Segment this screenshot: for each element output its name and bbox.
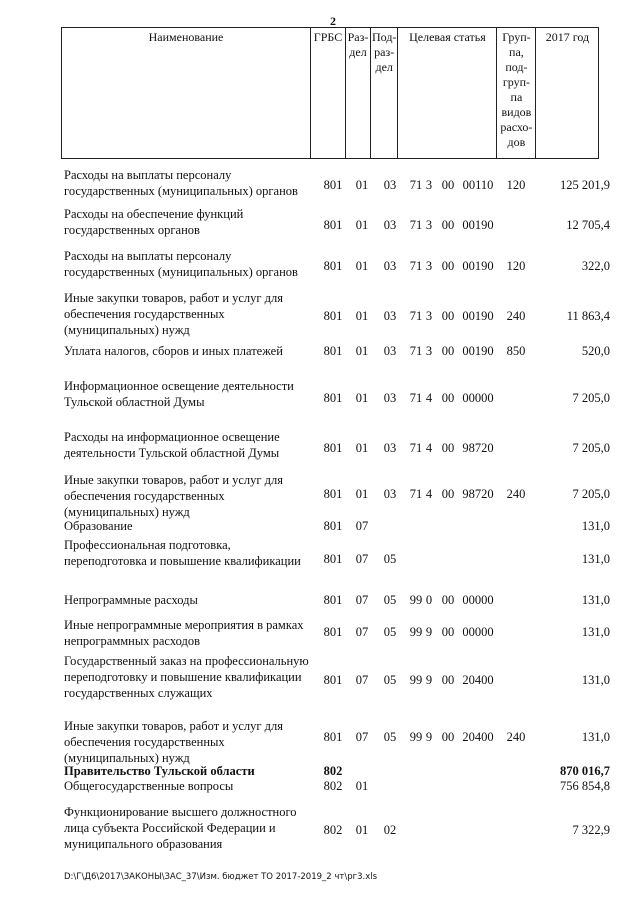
grbs-cell: 801 <box>323 552 343 566</box>
expense-group-cell: 120 <box>506 178 526 192</box>
amount-cell: 131,0 <box>581 730 610 744</box>
razdel-cell: 07 <box>355 625 369 639</box>
expense-group-cell: 850 <box>506 344 526 358</box>
target-part1-cell: 71 <box>409 259 423 273</box>
amount-cell: 7 205,0 <box>572 441 610 455</box>
podrazdel-cell: 03 <box>383 218 397 232</box>
amount-cell: 520,0 <box>581 344 610 358</box>
target-part2-cell: 9 <box>425 673 433 687</box>
target-part3-cell: 00 <box>441 730 455 744</box>
target-part4-cell: 98720 <box>462 487 494 501</box>
grbs-cell: 801 <box>323 391 343 405</box>
podrazdel-cell: 05 <box>383 552 397 566</box>
target-part3-cell: 00 <box>441 391 455 405</box>
amount-cell: 7 205,0 <box>572 391 610 405</box>
name-cell: Иные закупки товаров, работ и услуг для обеспечения государственных (муниципальных) нужд <box>64 473 284 519</box>
amount-cell: 131,0 <box>581 552 610 566</box>
name-cell: Государственный заказ на профессиональную переподготовку и повышение квалификации государственных служащих <box>64 654 309 700</box>
podrazdel-cell: 05 <box>383 593 397 607</box>
target-part4-cell: 00110 <box>462 178 494 192</box>
name-cell: Уплата налогов, сборов и иных платежей <box>64 344 283 358</box>
expense-group-cell: 120 <box>506 259 526 273</box>
razdel-cell: 07 <box>355 730 369 744</box>
razdel-cell: 01 <box>355 823 369 837</box>
target-part1-cell: 71 <box>409 309 423 323</box>
target-part3-cell: 00 <box>441 309 455 323</box>
target-part1-cell: 71 <box>409 441 423 455</box>
grbs-cell: 801 <box>323 309 343 323</box>
name-cell: Иные непрограммные мероприятия в рамках непрограммных расходов <box>64 618 304 648</box>
razdel-cell: 07 <box>355 673 369 687</box>
razdel-cell: 07 <box>355 552 369 566</box>
grbs-cell: 801 <box>323 519 343 533</box>
name-cell: Функционирование высшего должностного лица субъекта Российской Федерации и муниципального образования <box>64 805 297 851</box>
header-grbs: ГРБС <box>311 28 346 159</box>
target-part4-cell: 00190 <box>462 309 494 323</box>
name-cell: Профессиональная подготовка, переподготовка и повышение квалификации <box>64 538 301 568</box>
target-part1-cell: 71 <box>409 391 423 405</box>
target-part3-cell: 00 <box>441 487 455 501</box>
razdel-cell: 01 <box>355 779 369 793</box>
target-part4-cell: 00000 <box>462 593 494 607</box>
target-part2-cell: 9 <box>425 730 433 744</box>
razdel-cell: 01 <box>355 391 369 405</box>
target-part4-cell: 00000 <box>462 391 494 405</box>
grbs-cell: 801 <box>323 218 343 232</box>
target-part4-cell: 20400 <box>462 730 494 744</box>
target-part1-cell: 71 <box>409 344 423 358</box>
target-part2-cell: 3 <box>425 178 433 192</box>
page-number: 2 <box>330 14 336 28</box>
podrazdel-cell: 02 <box>383 823 397 837</box>
razdel-cell: 07 <box>355 593 369 607</box>
header-podrazdel: Под-раз-дел <box>371 28 398 159</box>
podrazdel-cell: 03 <box>383 391 397 405</box>
header-name: Наименование <box>62 28 311 159</box>
target-part4-cell: 00190 <box>462 344 494 358</box>
grbs-cell: 802 <box>323 779 343 793</box>
grbs-cell: 801 <box>323 441 343 455</box>
header-target: Целевая статья <box>398 28 497 159</box>
grbs-cell: 801 <box>323 178 343 192</box>
target-part2-cell: 3 <box>425 344 433 358</box>
grbs-cell: 802 <box>323 823 343 837</box>
target-part4-cell: 98720 <box>462 441 494 455</box>
target-part3-cell: 00 <box>441 178 455 192</box>
target-part4-cell: 00190 <box>462 259 494 273</box>
podrazdel-cell: 05 <box>383 625 397 639</box>
amount-cell: 12 705,4 <box>566 218 610 232</box>
grbs-cell: 801 <box>323 673 343 687</box>
razdel-cell: 01 <box>355 218 369 232</box>
razdel-cell: 01 <box>355 487 369 501</box>
podrazdel-cell: 03 <box>383 487 397 501</box>
amount-cell: 125 201,9 <box>560 178 610 192</box>
target-part4-cell: 20400 <box>462 673 494 687</box>
name-cell: Расходы на выплаты персоналу государственных (муниципальных) органов <box>64 249 298 279</box>
razdel-cell: 01 <box>355 259 369 273</box>
header-razdel: Раз-дел <box>346 28 371 159</box>
target-part4-cell: 00190 <box>462 218 494 232</box>
amount-cell: 7 322,9 <box>572 823 610 837</box>
target-part1-cell: 71 <box>409 218 423 232</box>
grbs-cell: 801 <box>323 625 343 639</box>
podrazdel-cell: 03 <box>383 309 397 323</box>
grbs-cell: 801 <box>323 593 343 607</box>
target-part3-cell: 00 <box>441 218 455 232</box>
grbs-cell: 802 <box>323 764 343 778</box>
target-part2-cell: 3 <box>425 259 433 273</box>
podrazdel-cell: 05 <box>383 730 397 744</box>
razdel-cell: 01 <box>355 441 369 455</box>
target-part1-cell: 99 <box>409 593 423 607</box>
expense-group-cell: 240 <box>506 730 526 744</box>
name-cell: Иные закупки товаров, работ и услуг для обеспечения государственных (муниципальных) нужд <box>64 719 284 765</box>
target-part2-cell: 4 <box>425 487 433 501</box>
name-cell: Общегосударственные вопросы <box>64 779 234 793</box>
target-part3-cell: 00 <box>441 625 455 639</box>
expense-group-cell: 240 <box>506 309 526 323</box>
amount-cell: 131,0 <box>581 625 610 639</box>
grbs-cell: 801 <box>323 730 343 744</box>
amount-cell: 131,0 <box>581 673 610 687</box>
target-part2-cell: 3 <box>425 309 433 323</box>
target-part2-cell: 4 <box>425 441 433 455</box>
grbs-cell: 801 <box>323 344 343 358</box>
amount-cell: 11 863,4 <box>566 309 610 323</box>
target-part2-cell: 0 <box>425 593 433 607</box>
footer-file-path: D:\Г\Д6\2017\ЗАКОНЫ\ЗАС_37\Изм. бюджет ТО 2017-2019_2 чт\рг3.xls <box>64 872 378 882</box>
razdel-cell: 01 <box>355 178 369 192</box>
amount-cell: 131,0 <box>581 519 610 533</box>
name-cell: Расходы на обеспечение функций государственных органов <box>64 207 244 237</box>
target-part1-cell: 71 <box>409 487 423 501</box>
razdel-cell: 07 <box>355 519 369 533</box>
amount-cell: 131,0 <box>581 593 610 607</box>
target-part1-cell: 99 <box>409 673 423 687</box>
podrazdel-cell: 03 <box>383 259 397 273</box>
header-year: 2017 год <box>536 28 599 159</box>
amount-cell: 7 205,0 <box>572 487 610 501</box>
amount-cell: 870 016,7 <box>560 764 610 778</box>
name-cell: Расходы на выплаты персоналу государственных (муниципальных) органов <box>64 168 298 198</box>
name-cell: Информационное освещение деятельности Тульской областной Думы <box>64 379 294 409</box>
target-part2-cell: 3 <box>425 218 433 232</box>
expense-group-cell: 240 <box>506 487 526 501</box>
target-part4-cell: 00000 <box>462 625 494 639</box>
target-part3-cell: 00 <box>441 441 455 455</box>
name-cell: Расходы на информационное освещение деятельности Тульской областной Думы <box>64 430 280 460</box>
razdel-cell: 01 <box>355 309 369 323</box>
podrazdel-cell: 05 <box>383 673 397 687</box>
target-part1-cell: 71 <box>409 178 423 192</box>
target-part2-cell: 4 <box>425 391 433 405</box>
target-part3-cell: 00 <box>441 673 455 687</box>
target-part2-cell: 9 <box>425 625 433 639</box>
target-part3-cell: 00 <box>441 259 455 273</box>
table-header <box>61 27 599 159</box>
amount-cell: 756 854,8 <box>560 779 610 793</box>
podrazdel-cell: 03 <box>383 441 397 455</box>
name-cell: Непрограммные расходы <box>64 593 198 607</box>
podrazdel-cell: 03 <box>383 344 397 358</box>
podrazdel-cell: 03 <box>383 178 397 192</box>
target-part3-cell: 00 <box>441 344 455 358</box>
target-part1-cell: 99 <box>409 730 423 744</box>
grbs-cell: 801 <box>323 487 343 501</box>
target-part1-cell: 99 <box>409 625 423 639</box>
name-cell: Правительство Тульской области <box>64 764 255 778</box>
amount-cell: 322,0 <box>581 259 610 273</box>
header-group: Груп-па, под-груп-па видов расхо-дов <box>497 28 536 159</box>
razdel-cell: 01 <box>355 344 369 358</box>
name-cell: Образование <box>64 519 133 533</box>
grbs-cell: 801 <box>323 259 343 273</box>
target-part3-cell: 00 <box>441 593 455 607</box>
name-cell: Иные закупки товаров, работ и услуг для обеспечения государственных (муниципальных) нужд <box>64 291 284 337</box>
